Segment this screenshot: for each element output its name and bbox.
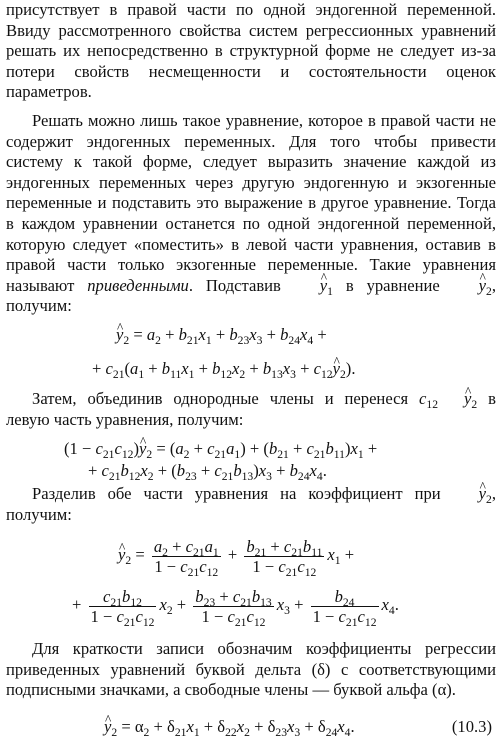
paragraph-text: Решать можно лишь такое уравнение, которое в правой части не содержит эндогенных переменных. Для того чтобы привести систему к такой форме, следует выразить значение каждой из эндогенных переменных через другую эндогенную и экзогенные переменные и подставить это выражение в другое уравнение. Тогда в каждом уравнении останется по одной эндогенной переменной, которую следует «поместить» в левой части уравнения, оставив в правой части только экзогенные переменные. Такие уравнения называют bbox=[6, 110, 496, 295]
math-inline-y2-coef: ^ $y_2$ bbox=[453, 484, 492, 503]
equation-substitution: ^ $y_2 = a_2 + b_{21}x_1 + b_{23}x_3 + b_{24}x_4$ + + $c_{21}(a_1 + b_{11}x_1 + b_{12}x_2 + b_{13}x_3$ + $c_{12}\^{}$ $y_2$). bbox=[6, 323, 496, 381]
equation-number: (10.3) bbox=[451, 717, 492, 737]
paragraph-combine-terms: Затем, объединив однородные члены и перенеся $c_{12}\^{}$ $y_2$ в левую часть уравнения, получим: bbox=[6, 389, 496, 430]
equation-divided: ^ $y_2$ = $\frac{a_2 + c_{21}a_1}{1 - c_{21}c_{12}}$ + $\frac{b_{21} + c_{21}b_{11}}{1 - c_{21}c_{12}}$ $x_1$ + + $\frac{c_{21}b_{12}}{1 - c_{21}c_{12}}$ $x_2$ + $\frac{b_{23} + c_{21}b_{13}}{1 - c_{21}c_{12}}$ $x_3$ + $\frac{b_{24}}{1 - c_{21}c_{12}}$ $x_4$. bbox=[6, 533, 496, 627]
equation-10-3: ^ $y_2 = \alpha_2 + \delta_{21}x_1 + \delta_{22}x_2 + \delta_{23}x_3 + \delta_{24}x_4$. (10.3) bbox=[6, 715, 496, 739]
math-inline-y1: ^ $y_1$ bbox=[294, 276, 333, 295]
paragraph-divide: Разделив обе части уравнения на коэффициент при ^ $y_2$, получим: bbox=[6, 484, 496, 525]
math-inline-y2: ^ $y_2$ bbox=[453, 276, 492, 295]
paragraph-structural-form: присутствует в правой части по одной эндогенной переменной. Ввиду рассмотренного свойства систем регрессионных уравнений решать их непосредственно в структурной форме не следует из-за потери свойств несмещенности и состоятельности оценок параметров. bbox=[6, 0, 496, 102]
paragraph-reduced-form: Решать можно лишь такое уравнение, которое в правой части не содержит эндогенных переменных. Для того чтобы привести систему к такой форме, следует выразить значение каждой из эндогенных переменных через другую эндогенную и экзогенные переменные и подставить это выражение в другое уравнение. Тогда в каждом уравнении останется по одной эндогенной переменной, которую следует «поместить» в левой части уравнения, оставив в правой части только экзогенные переменные. Такие уравнения называют приведенными. Подставив ^ $y_1$ в уравнение ^ $y_2$, получим: bbox=[6, 111, 496, 317]
paragraph-notation: Для краткости записи обозначим коэффициенты регрессии приведенных уравнений буквой дельта (δ) с соответствующими подписными значками, а свободные члены — буквой альфа (α). bbox=[6, 639, 496, 700]
math-inline-c12y2: $c_{12}\^{}$ $y_2$ bbox=[419, 389, 477, 408]
term-reduced: приведенными bbox=[87, 275, 189, 295]
equation-combined: $(1 - c_{21}c_{12})\^{}$ $y_2 = (a_2 + c_{21}a_1) + (b_{21} + c_{21}b_{11})x_1$ + + $c_{21}b_{12}x_2 + (b_{23} + c_{21}b_{13})x_3 + b_{24}x_4$. bbox=[6, 438, 496, 482]
